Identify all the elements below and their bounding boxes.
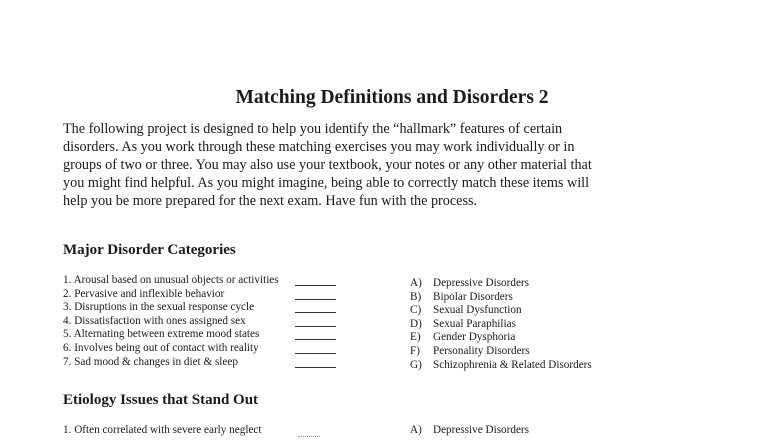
intro-line: help you be more prepared for the next exam. Have fun with the process.: [63, 193, 478, 209]
option-letter: C): [410, 304, 422, 317]
option-letter: A): [410, 277, 422, 289]
option-label: Sexual Paraphilias: [433, 317, 516, 330]
answer-blank[interactable]: [295, 326, 336, 327]
option-label: Depressive Disorders: [433, 424, 530, 436]
matching-item: 4. Dissatisfaction with ones assigned sex: [63, 314, 246, 327]
option-letter: G): [410, 358, 422, 371]
option-letter: F): [410, 345, 420, 357]
option-label: Sexual Dysfunction: [433, 304, 522, 317]
option-label: Gender Dysphoria: [433, 331, 516, 344]
intro-line: disorders. As you work through these matching exercises you may work individually or in: [63, 139, 575, 155]
answer-blank[interactable]: [295, 353, 336, 354]
option-label: Bipolar Disorders: [433, 290, 513, 303]
section-heading: Etiology Issues that Stand Out: [63, 392, 259, 408]
option-letter: A): [410, 424, 422, 436]
intro-line: you might find helpful. As you might imagine, being able to correctly match these items will: [63, 175, 590, 191]
answer-blank[interactable]: [298, 436, 320, 437]
option-letter: B): [410, 290, 422, 303]
document-title: Matching Definitions and Disorders 2: [235, 87, 549, 108]
option-label: Personality Disorders: [433, 345, 530, 357]
matching-item: 3. Disruptions in the sexual response cycle: [63, 301, 255, 314]
answer-blank[interactable]: [295, 299, 336, 300]
answer-blank[interactable]: [295, 312, 336, 313]
section-heading: Major Disorder Categories: [63, 242, 236, 258]
answer-blank[interactable]: [295, 285, 336, 286]
matching-item: 1. Arousal based on unusual objects or activities: [63, 274, 279, 286]
answer-blank[interactable]: [295, 339, 336, 340]
option-letter: D): [410, 317, 422, 330]
matching-item: 5. Alternating between extreme mood states: [63, 328, 260, 341]
option-label: Depressive Disorders: [433, 277, 530, 289]
matching-item: 7. Sad mood & changes in diet & sleep: [63, 355, 238, 368]
intro-line: groups of two or three. You may also use your textbook, your notes or any other material that: [63, 157, 592, 173]
answer-blank[interactable]: [295, 367, 336, 368]
intro-line: The following project is designed to help you identify the “hallmark” features of certain: [63, 121, 563, 137]
intro-paragraph: [63, 120, 663, 210]
matching-item: 6. Involves being out of contact with reality: [63, 342, 259, 354]
matching-item: 2. Pervasive and inflexible behavior: [63, 287, 225, 300]
matching-item: 1. Often correlated with severe early neglect: [63, 424, 262, 436]
option-label: Schizophrenia & Related Disorders: [433, 358, 592, 371]
option-letter: E): [410, 331, 421, 344]
